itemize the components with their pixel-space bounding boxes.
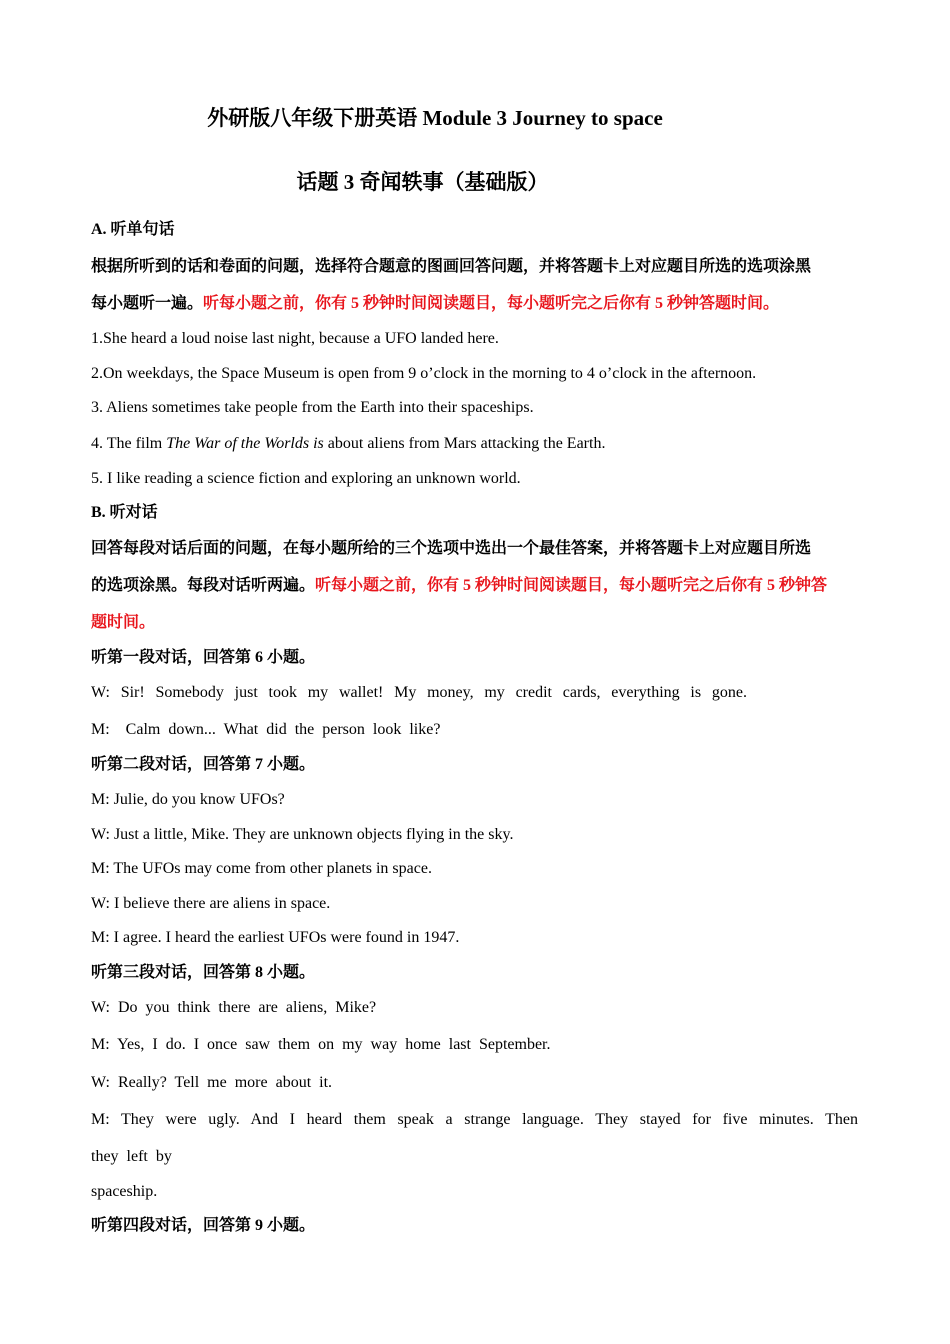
section-b-heading: B. 听对话 xyxy=(91,504,158,521)
section-b-instruction-2-black: 的选项涂黑。每段对话听两遍。 xyxy=(91,577,316,594)
dialogue-word: my xyxy=(484,684,505,701)
dialogue-word: W: xyxy=(91,684,110,701)
sentence-5: 5. I like reading a science fiction and exploring an unknown world. xyxy=(91,470,521,487)
sentence-4 xyxy=(91,434,605,454)
dialogue-word: Sir! xyxy=(120,684,145,701)
page-subtitle: 话题 3 奇闻轶事（基础版） xyxy=(296,170,549,194)
dialogue-2-line: W: I believe there are aliens in space. xyxy=(91,895,331,912)
section-b-instruction-1: 回答每段对话后面的问题，在每小题所给的三个选项中选出一个最佳答案，并将答题卡上对应题目所选 xyxy=(91,540,812,557)
dialogue-word: My xyxy=(394,684,417,701)
dialogue-word: gone. xyxy=(711,684,747,701)
dialogue-word: Somebody xyxy=(155,684,224,701)
dialogue-3-line-1: W: Do you think there are aliens, Mike? xyxy=(91,999,377,1016)
section-a-instruction-1: 根据所听到的话和卷面的问题，选择符合题意的图画回答问题，并将答题卡上对应题目所选的选项涂黑 xyxy=(91,258,812,275)
dialogue-word: is xyxy=(690,684,702,701)
dialogue-4-heading: 听第四段对话，回答第 9 小题。 xyxy=(91,1217,316,1234)
section-a-instruction-2-red: 听每小题之前，你有 5 秒钟时间阅读题目，每小题听完之后你有 5 秒钟答题时间。 xyxy=(203,295,780,312)
dialogue-word: my xyxy=(307,684,329,701)
section-b-instruction-2-red: 听每小题之前，你有 5 秒钟时间阅读题目，每小题听完之后你有 5 秒钟答 xyxy=(315,577,828,594)
dialogue-word: took xyxy=(268,684,297,701)
dialogue-3-heading: 听第三段对话，回答第 8 小题。 xyxy=(91,964,316,981)
page-title: 外研版八年级下册英语 Module 3 Journey to space xyxy=(207,106,663,130)
dialogue-word: everything xyxy=(611,684,680,701)
section-a-instruction-2-black: 每小题听一遍。 xyxy=(91,295,204,312)
sentence-2: 2.On weekdays, the Space Museum is open from 9 o’clock in the morning to 4 o’clock in the afternoon. xyxy=(91,365,757,382)
dialogue-2-line: W: Just a little, Mike. They are unknown objects flying in the sky. xyxy=(91,826,514,843)
film-title: The War of the Worlds is xyxy=(166,435,324,452)
dialogue-2-line: M: Julie, do you know UFOs? xyxy=(91,791,285,808)
dialogue-3-line-3: W: Really? Tell me more about it. xyxy=(91,1074,333,1091)
dialogue-3-line-4: M: They were ugly. And I heard them speak a strange language. They stayed for five minutes. Then xyxy=(91,1111,858,1128)
dialogue-3-line-2: M: Yes, I do. I once saw them on my way home last September. xyxy=(91,1036,551,1053)
sentence-1: 1.She heard a loud noise last night, because a UFO landed here. xyxy=(91,330,499,347)
dialogue-word: cards, xyxy=(562,684,601,701)
section-b-instruction-2 xyxy=(91,576,827,596)
sentence-3: 3. Aliens sometimes take people from the Earth into their spaceships. xyxy=(91,399,534,416)
dialogue-3-line-6: spaceship. xyxy=(91,1183,158,1200)
dialogue-word: wallet! xyxy=(338,684,384,701)
dialogue-3-line-5: they left by xyxy=(91,1148,172,1165)
dialogue-2-heading: 听第二段对话，回答第 7 小题。 xyxy=(91,756,316,773)
dialogue-2-line: M: The UFOs may come from other planets in space. xyxy=(91,860,432,877)
dialogue-1-line-m: M: Calm down... What did the person look like? xyxy=(91,721,441,738)
sentence-4-pre: 4. The film xyxy=(91,435,167,452)
section-a-instruction-2 xyxy=(91,294,779,314)
section-b-instruction-3: 题时间。 xyxy=(91,614,156,631)
dialogue-word: just xyxy=(234,684,258,701)
sentence-4-post: about aliens from Mars attacking the Earth. xyxy=(323,435,606,452)
dialogue-1-line-w xyxy=(91,683,747,703)
dialogue-1-heading: 听第一段对话，回答第 6 小题。 xyxy=(91,649,316,666)
section-a-heading: A. 听单句话 xyxy=(91,221,175,238)
dialogue-2-line: M: I agree. I heard the earliest UFOs were found in 1947. xyxy=(91,929,460,946)
dialogue-word: money, xyxy=(427,684,474,701)
dialogue-word: credit xyxy=(515,684,552,701)
